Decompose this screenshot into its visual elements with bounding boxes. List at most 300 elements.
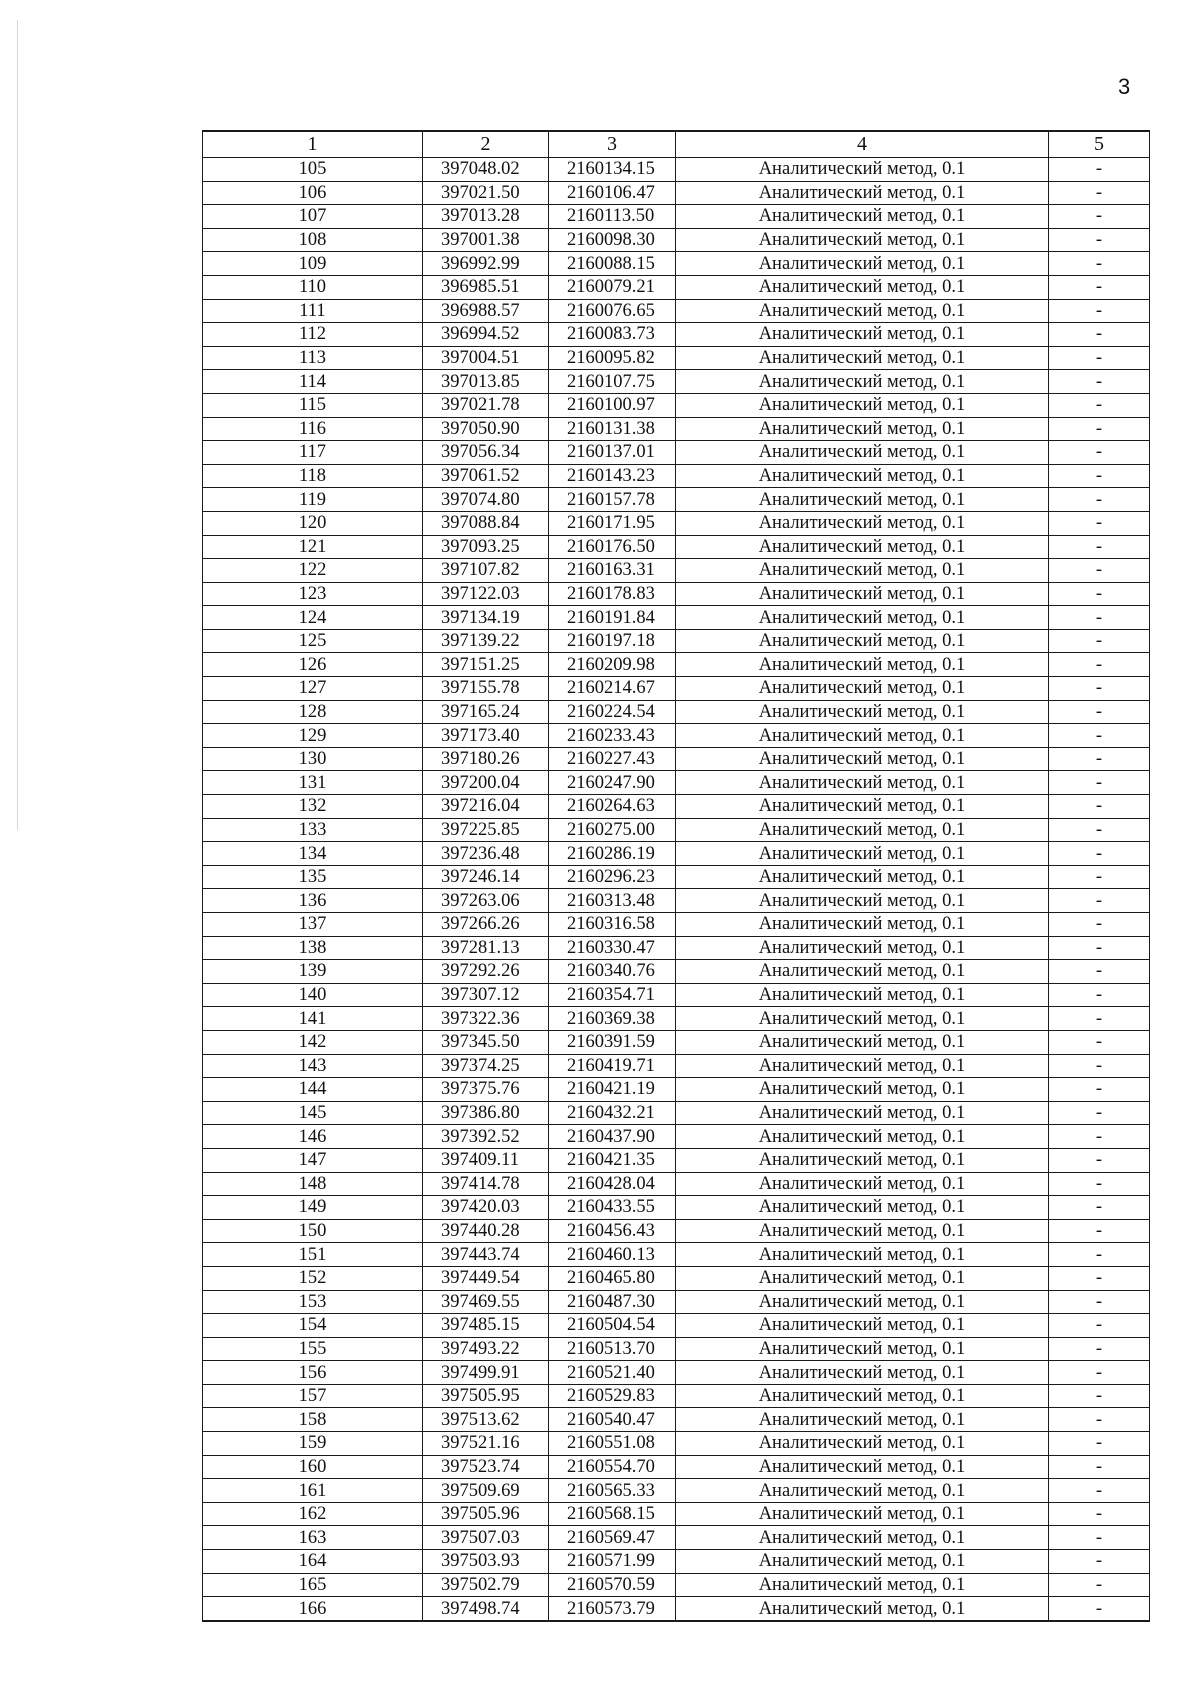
cell-x-coordinate: 397246.14 (423, 865, 549, 889)
table-row (203, 181, 1150, 205)
cell-y-coordinate: 2160316.58 (549, 913, 676, 937)
table-row (203, 1101, 1150, 1125)
cell-description: - (1049, 1290, 1150, 1314)
table-row (203, 511, 1150, 535)
cell-method: Аналитический метод, 0.1 (676, 158, 1049, 182)
cell-x-coordinate: 397469.55 (423, 1290, 549, 1314)
cell-y-coordinate: 2160551.08 (549, 1432, 676, 1456)
cell-x-coordinate: 397155.78 (423, 677, 549, 701)
cell-method: Аналитический метод, 0.1 (676, 181, 1049, 205)
cell-x-coordinate: 397281.13 (423, 936, 549, 960)
cell-method: Аналитический метод, 0.1 (676, 1550, 1049, 1574)
cell-description: - (1049, 700, 1150, 724)
cell-y-coordinate: 2160131.38 (549, 417, 676, 441)
cell-x-coordinate: 397122.03 (423, 582, 549, 606)
cell-y-coordinate: 2160083.73 (549, 323, 676, 347)
cell-y-coordinate: 2160264.63 (549, 795, 676, 819)
cell-description: - (1049, 1455, 1150, 1479)
cell-description: - (1049, 1502, 1150, 1526)
cell-x-coordinate: 397449.54 (423, 1266, 549, 1290)
cell-method: Аналитический метод, 0.1 (676, 983, 1049, 1007)
cell-point-number: 138 (203, 936, 423, 960)
cell-y-coordinate: 2160565.33 (549, 1479, 676, 1503)
cell-x-coordinate: 396988.57 (423, 299, 549, 323)
cell-point-number: 158 (203, 1408, 423, 1432)
cell-y-coordinate: 2160286.19 (549, 842, 676, 866)
cell-method: Аналитический метод, 0.1 (676, 441, 1049, 465)
table-header (203, 131, 1150, 158)
cell-method: Аналитический метод, 0.1 (676, 724, 1049, 748)
cell-description: - (1049, 417, 1150, 441)
cell-point-number: 159 (203, 1432, 423, 1456)
cell-point-number: 134 (203, 842, 423, 866)
cell-point-number: 151 (203, 1243, 423, 1267)
header-cell-point-number: 1 (203, 131, 423, 158)
cell-method: Аналитический метод, 0.1 (676, 1314, 1049, 1338)
cell-description: - (1049, 393, 1150, 417)
table-row (203, 1314, 1150, 1338)
cell-y-coordinate: 2160209.98 (549, 653, 676, 677)
cell-method: Аналитический метод, 0.1 (676, 1054, 1049, 1078)
cell-x-coordinate: 397507.03 (423, 1526, 549, 1550)
cell-y-coordinate: 2160313.48 (549, 889, 676, 913)
cell-description: - (1049, 1597, 1150, 1621)
cell-method: Аналитический метод, 0.1 (676, 842, 1049, 866)
cell-description: - (1049, 1196, 1150, 1220)
cell-point-number: 130 (203, 747, 423, 771)
cell-y-coordinate: 2160178.83 (549, 582, 676, 606)
cell-point-number: 105 (203, 158, 423, 182)
cell-description: - (1049, 511, 1150, 535)
cell-point-number: 156 (203, 1361, 423, 1385)
cell-method: Аналитический метод, 0.1 (676, 511, 1049, 535)
cell-y-coordinate: 2160570.59 (549, 1573, 676, 1597)
cell-description: - (1049, 1314, 1150, 1338)
table-row (203, 1384, 1150, 1408)
cell-point-number: 150 (203, 1219, 423, 1243)
cell-x-coordinate: 397292.26 (423, 960, 549, 984)
cell-description: - (1049, 1384, 1150, 1408)
cell-point-number: 114 (203, 370, 423, 394)
cell-point-number: 123 (203, 582, 423, 606)
cell-method: Аналитический метод, 0.1 (676, 889, 1049, 913)
cell-method: Аналитический метод, 0.1 (676, 1290, 1049, 1314)
cell-description: - (1049, 1550, 1150, 1574)
table-row (203, 724, 1150, 748)
cell-description: - (1049, 1573, 1150, 1597)
cell-y-coordinate: 2160340.76 (549, 960, 676, 984)
cell-description: - (1049, 677, 1150, 701)
cell-method: Аналитический метод, 0.1 (676, 417, 1049, 441)
cell-y-coordinate: 2160540.47 (549, 1408, 676, 1432)
cell-x-coordinate: 397345.50 (423, 1030, 549, 1054)
cell-point-number: 133 (203, 818, 423, 842)
cell-method: Аналитический метод, 0.1 (676, 1266, 1049, 1290)
table-row (203, 913, 1150, 937)
cell-description: - (1049, 582, 1150, 606)
cell-method: Аналитический метод, 0.1 (676, 1148, 1049, 1172)
cell-description: - (1049, 1432, 1150, 1456)
cell-point-number: 128 (203, 700, 423, 724)
table-row (203, 559, 1150, 583)
cell-description: - (1049, 205, 1150, 229)
cell-method: Аналитический метод, 0.1 (676, 677, 1049, 701)
cell-method: Аналитический метод, 0.1 (676, 393, 1049, 417)
cell-description: - (1049, 865, 1150, 889)
cell-x-coordinate: 397263.06 (423, 889, 549, 913)
cell-method: Аналитический метод, 0.1 (676, 228, 1049, 252)
table-row (203, 488, 1150, 512)
cell-y-coordinate: 2160134.15 (549, 158, 676, 182)
cell-point-number: 106 (203, 181, 423, 205)
cell-description: - (1049, 724, 1150, 748)
cell-description: - (1049, 653, 1150, 677)
cell-y-coordinate: 2160573.79 (549, 1597, 676, 1621)
scan-edge-line (17, 20, 18, 830)
cell-method: Аналитический метод, 0.1 (676, 1243, 1049, 1267)
cell-x-coordinate: 397499.91 (423, 1361, 549, 1385)
cell-description: - (1049, 1172, 1150, 1196)
cell-description: - (1049, 842, 1150, 866)
cell-point-number: 118 (203, 464, 423, 488)
cell-y-coordinate: 2160171.95 (549, 511, 676, 535)
cell-description: - (1049, 181, 1150, 205)
cell-method: Аналитический метод, 0.1 (676, 818, 1049, 842)
cell-description: - (1049, 771, 1150, 795)
table-row (203, 795, 1150, 819)
cell-y-coordinate: 2160465.80 (549, 1266, 676, 1290)
cell-x-coordinate: 397048.02 (423, 158, 549, 182)
cell-description: - (1049, 323, 1150, 347)
cell-method: Аналитический метод, 0.1 (676, 1502, 1049, 1526)
header-cell-description: 5 (1049, 131, 1150, 158)
table-row (203, 653, 1150, 677)
cell-y-coordinate: 2160437.90 (549, 1125, 676, 1149)
cell-method: Аналитический метод, 0.1 (676, 488, 1049, 512)
table-row (203, 417, 1150, 441)
table-row (203, 1030, 1150, 1054)
cell-y-coordinate: 2160571.99 (549, 1550, 676, 1574)
cell-point-number: 146 (203, 1125, 423, 1149)
table-row (203, 818, 1150, 842)
cell-method: Аналитический метод, 0.1 (676, 1408, 1049, 1432)
cell-description: - (1049, 1526, 1150, 1550)
cell-y-coordinate: 2160456.43 (549, 1219, 676, 1243)
cell-point-number: 108 (203, 228, 423, 252)
table-row (203, 582, 1150, 606)
cell-method: Аналитический метод, 0.1 (676, 700, 1049, 724)
cell-description: - (1049, 1007, 1150, 1031)
cell-description: - (1049, 464, 1150, 488)
cell-description: - (1049, 535, 1150, 559)
cell-point-number: 153 (203, 1290, 423, 1314)
cell-y-coordinate: 2160137.01 (549, 441, 676, 465)
table-row (203, 1361, 1150, 1385)
cell-method: Аналитический метод, 0.1 (676, 535, 1049, 559)
cell-method: Аналитический метод, 0.1 (676, 960, 1049, 984)
cell-method: Аналитический метод, 0.1 (676, 1432, 1049, 1456)
table-row (203, 747, 1150, 771)
cell-point-number: 132 (203, 795, 423, 819)
cell-y-coordinate: 2160391.59 (549, 1030, 676, 1054)
cell-method: Аналитический метод, 0.1 (676, 606, 1049, 630)
cell-point-number: 161 (203, 1479, 423, 1503)
cell-y-coordinate: 2160079.21 (549, 275, 676, 299)
cell-y-coordinate: 2160113.50 (549, 205, 676, 229)
cell-method: Аналитический метод, 0.1 (676, 1597, 1049, 1621)
table-row (203, 1290, 1150, 1314)
cell-y-coordinate: 2160419.71 (549, 1054, 676, 1078)
cell-point-number: 126 (203, 653, 423, 677)
cell-y-coordinate: 2160354.71 (549, 983, 676, 1007)
table-row (203, 889, 1150, 913)
table-row (203, 1597, 1150, 1621)
cell-method: Аналитический метод, 0.1 (676, 747, 1049, 771)
cell-description: - (1049, 747, 1150, 771)
cell-point-number: 113 (203, 346, 423, 370)
table-row (203, 535, 1150, 559)
table-row (203, 606, 1150, 630)
cell-method: Аналитический метод, 0.1 (676, 323, 1049, 347)
cell-method: Аналитический метод, 0.1 (676, 346, 1049, 370)
cell-x-coordinate: 397443.74 (423, 1243, 549, 1267)
cell-point-number: 141 (203, 1007, 423, 1031)
cell-x-coordinate: 397509.69 (423, 1479, 549, 1503)
cell-x-coordinate: 396992.99 (423, 252, 549, 276)
cell-description: - (1049, 1101, 1150, 1125)
cell-method: Аналитический метод, 0.1 (676, 1078, 1049, 1102)
cell-x-coordinate: 397505.96 (423, 1502, 549, 1526)
cell-point-number: 110 (203, 275, 423, 299)
cell-description: - (1049, 1078, 1150, 1102)
table-row (203, 1125, 1150, 1149)
cell-description: - (1049, 559, 1150, 583)
cell-point-number: 145 (203, 1101, 423, 1125)
cell-point-number: 120 (203, 511, 423, 535)
cell-point-number: 144 (203, 1078, 423, 1102)
cell-method: Аналитический метод, 0.1 (676, 936, 1049, 960)
cell-x-coordinate: 397493.22 (423, 1337, 549, 1361)
cell-description: - (1049, 983, 1150, 1007)
table-row (203, 205, 1150, 229)
cell-y-coordinate: 2160191.84 (549, 606, 676, 630)
cell-method: Аналитический метод, 0.1 (676, 1526, 1049, 1550)
cell-point-number: 135 (203, 865, 423, 889)
cell-method: Аналитический метод, 0.1 (676, 559, 1049, 583)
table-row (203, 252, 1150, 276)
cell-method: Аналитический метод, 0.1 (676, 370, 1049, 394)
cell-x-coordinate: 397050.90 (423, 417, 549, 441)
cell-x-coordinate: 397414.78 (423, 1172, 549, 1196)
cell-point-number: 142 (203, 1030, 423, 1054)
cell-description: - (1049, 1361, 1150, 1385)
header-cell-method: 4 (676, 131, 1049, 158)
cell-x-coordinate: 397513.62 (423, 1408, 549, 1432)
cell-method: Аналитический метод, 0.1 (676, 1101, 1049, 1125)
cell-point-number: 164 (203, 1550, 423, 1574)
cell-point-number: 140 (203, 983, 423, 1007)
cell-method: Аналитический метод, 0.1 (676, 653, 1049, 677)
cell-x-coordinate: 397523.74 (423, 1455, 549, 1479)
cell-point-number: 116 (203, 417, 423, 441)
table-row (203, 1432, 1150, 1456)
table-row (203, 275, 1150, 299)
cell-x-coordinate: 397374.25 (423, 1054, 549, 1078)
cell-y-coordinate: 2160100.97 (549, 393, 676, 417)
cell-point-number: 162 (203, 1502, 423, 1526)
cell-point-number: 137 (203, 913, 423, 937)
table-row (203, 370, 1150, 394)
cell-point-number: 112 (203, 323, 423, 347)
cell-x-coordinate: 397440.28 (423, 1219, 549, 1243)
cell-x-coordinate: 397236.48 (423, 842, 549, 866)
table-row (203, 677, 1150, 701)
cell-y-coordinate: 2160460.13 (549, 1243, 676, 1267)
cell-x-coordinate: 397165.24 (423, 700, 549, 724)
cell-description: - (1049, 1479, 1150, 1503)
cell-x-coordinate: 397021.50 (423, 181, 549, 205)
cell-method: Аналитический метод, 0.1 (676, 275, 1049, 299)
cell-x-coordinate: 397225.85 (423, 818, 549, 842)
table-row (203, 960, 1150, 984)
table-row (203, 464, 1150, 488)
cell-x-coordinate: 397498.74 (423, 1597, 549, 1621)
cell-x-coordinate: 397093.25 (423, 535, 549, 559)
cell-y-coordinate: 2160433.55 (549, 1196, 676, 1220)
cell-description: - (1049, 275, 1150, 299)
table-row (203, 936, 1150, 960)
cell-y-coordinate: 2160143.23 (549, 464, 676, 488)
cell-description: - (1049, 252, 1150, 276)
cell-y-coordinate: 2160296.23 (549, 865, 676, 889)
cell-point-number: 147 (203, 1148, 423, 1172)
cell-x-coordinate: 397013.28 (423, 205, 549, 229)
cell-description: - (1049, 1030, 1150, 1054)
cell-method: Аналитический метод, 0.1 (676, 1125, 1049, 1149)
header-row (203, 131, 1150, 158)
cell-description: - (1049, 158, 1150, 182)
cell-description: - (1049, 1243, 1150, 1267)
page-number: 3 (1118, 74, 1131, 99)
table-row (203, 983, 1150, 1007)
table-row (203, 1078, 1150, 1102)
cell-x-coordinate: 396985.51 (423, 275, 549, 299)
table-row (203, 1196, 1150, 1220)
table-row (203, 1266, 1150, 1290)
cell-method: Аналитический метод, 0.1 (676, 865, 1049, 889)
cell-point-number: 136 (203, 889, 423, 913)
cell-x-coordinate: 397004.51 (423, 346, 549, 370)
cell-y-coordinate: 2160224.54 (549, 700, 676, 724)
cell-point-number: 131 (203, 771, 423, 795)
cell-x-coordinate: 397151.25 (423, 653, 549, 677)
cell-y-coordinate: 2160197.18 (549, 629, 676, 653)
cell-y-coordinate: 2160098.30 (549, 228, 676, 252)
table-row (203, 1148, 1150, 1172)
cell-method: Аналитический метод, 0.1 (676, 1361, 1049, 1385)
cell-point-number: 163 (203, 1526, 423, 1550)
cell-description: - (1049, 370, 1150, 394)
table-body (203, 158, 1150, 1621)
cell-x-coordinate: 397521.16 (423, 1432, 549, 1456)
cell-y-coordinate: 2160247.90 (549, 771, 676, 795)
cell-y-coordinate: 2160513.70 (549, 1337, 676, 1361)
cell-method: Аналитический метод, 0.1 (676, 1172, 1049, 1196)
cell-point-number: 143 (203, 1054, 423, 1078)
cell-x-coordinate: 397502.79 (423, 1573, 549, 1597)
cell-x-coordinate: 397503.93 (423, 1550, 549, 1574)
table-row (203, 700, 1150, 724)
table-row (203, 346, 1150, 370)
cell-x-coordinate: 397173.40 (423, 724, 549, 748)
cell-x-coordinate: 397386.80 (423, 1101, 549, 1125)
cell-y-coordinate: 2160176.50 (549, 535, 676, 559)
cell-point-number: 109 (203, 252, 423, 276)
cell-x-coordinate: 397216.04 (423, 795, 549, 819)
cell-x-coordinate: 397409.11 (423, 1148, 549, 1172)
table-row (203, 299, 1150, 323)
table-row (203, 629, 1150, 653)
cell-y-coordinate: 2160095.82 (549, 346, 676, 370)
cell-y-coordinate: 2160529.83 (549, 1384, 676, 1408)
cell-y-coordinate: 2160432.21 (549, 1101, 676, 1125)
cell-x-coordinate: 397485.15 (423, 1314, 549, 1338)
table-row (203, 865, 1150, 889)
cell-y-coordinate: 2160569.47 (549, 1526, 676, 1550)
cell-y-coordinate: 2160214.67 (549, 677, 676, 701)
cell-method: Аналитический метод, 0.1 (676, 1007, 1049, 1031)
table-row (203, 1172, 1150, 1196)
cell-y-coordinate: 2160233.43 (549, 724, 676, 748)
header-cell-x: 2 (423, 131, 549, 158)
cell-point-number: 111 (203, 299, 423, 323)
cell-x-coordinate: 397307.12 (423, 983, 549, 1007)
cell-x-coordinate: 397107.82 (423, 559, 549, 583)
cell-description: - (1049, 1125, 1150, 1149)
cell-method: Аналитический метод, 0.1 (676, 1479, 1049, 1503)
table-row (203, 393, 1150, 417)
cell-x-coordinate: 397021.78 (423, 393, 549, 417)
cell-y-coordinate: 2160421.35 (549, 1148, 676, 1172)
cell-y-coordinate: 2160107.75 (549, 370, 676, 394)
cell-description: - (1049, 795, 1150, 819)
cell-y-coordinate: 2160163.31 (549, 559, 676, 583)
cell-description: - (1049, 913, 1150, 937)
cell-description: - (1049, 488, 1150, 512)
cell-x-coordinate: 397088.84 (423, 511, 549, 535)
cell-method: Аналитический метод, 0.1 (676, 913, 1049, 937)
cell-point-number: 119 (203, 488, 423, 512)
cell-x-coordinate: 397392.52 (423, 1125, 549, 1149)
cell-description: - (1049, 1148, 1150, 1172)
cell-method: Аналитический метод, 0.1 (676, 252, 1049, 276)
cell-description: - (1049, 960, 1150, 984)
cell-description: - (1049, 1266, 1150, 1290)
cell-point-number: 121 (203, 535, 423, 559)
table-row (203, 1243, 1150, 1267)
table-row (203, 1337, 1150, 1361)
coordinates-table (202, 130, 1150, 1622)
cell-point-number: 139 (203, 960, 423, 984)
cell-y-coordinate: 2160227.43 (549, 747, 676, 771)
cell-point-number: 148 (203, 1172, 423, 1196)
table-row (203, 842, 1150, 866)
cell-method: Аналитический метод, 0.1 (676, 1573, 1049, 1597)
cell-description: - (1049, 1219, 1150, 1243)
cell-point-number: 107 (203, 205, 423, 229)
cell-y-coordinate: 2160157.78 (549, 488, 676, 512)
cell-y-coordinate: 2160554.70 (549, 1455, 676, 1479)
